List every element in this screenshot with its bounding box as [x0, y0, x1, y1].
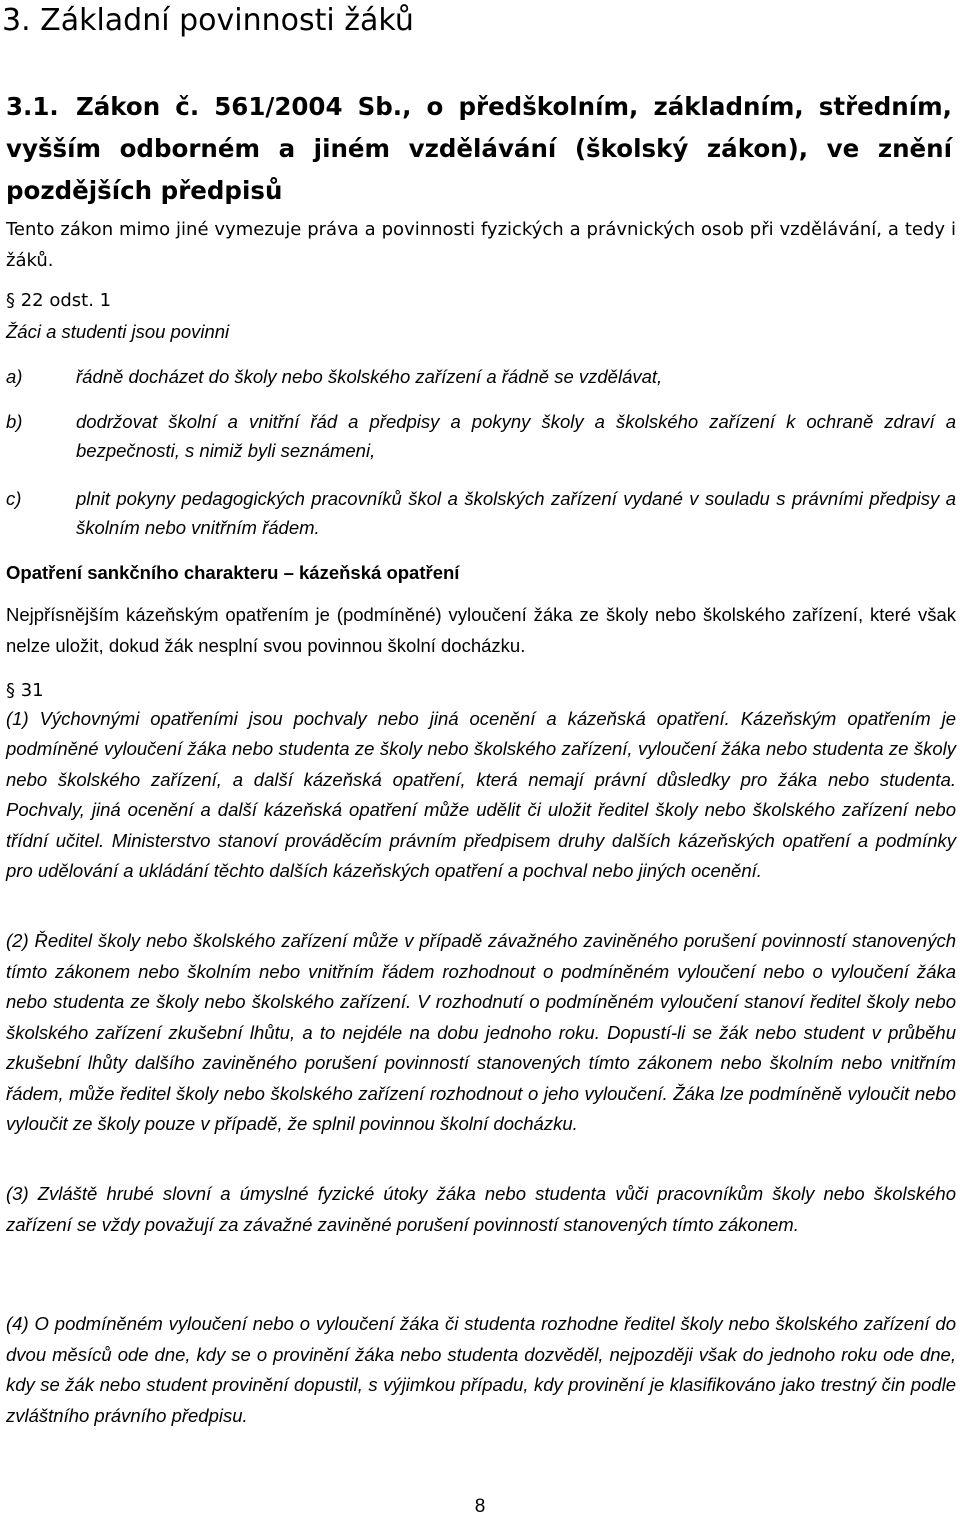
law-title: Zákon č. 561/2004 Sb., o předškolním, základním, středním, vyšším odborném a jiném vzdělávání (školský zákon), ve znění pozdějších předpisů: [6, 92, 952, 205]
paragraph-2: (2) Ředitel školy nebo školského zařízení může v případě závažného zaviněného porušení povinností stanovených tímto zákonem nebo školním nebo vnitřním řádem rozhodnout o podmíněném vyloučení nebo o vyloučení žáka nebo studenta ze školy nebo školského zařízení. V rozhodnutí o podmíněném vyloučení stanoví ředitel školy nebo školského zařízení zkušební lhůtu, a to nejdéle na dobu jednoho roku. Dopustí-li se žák nebo student v průběhu zkušební lhůty dalšího zaviněného porušení povinností stanovených tímto zákonem nebo školním nebo vnitřním řádem, může ředitel školy nebo školského zařízení rozhodnout o jeho vyloučení. Žáka lze podmíněně vyloučit nebo vyloučit ze školy pouze v případě, že splnil povinnou školní docházku.: [6, 930, 956, 1134]
paragraph-3: (3) Zvláště hrubé slovní a úmyslné fyzické útoky žáka nebo studenta vůči pracovníkům školy nebo školského zařízení se vždy považují za závažné zaviněné porušení povinností stanovených tímto zákonem.: [6, 1183, 956, 1235]
section-22-ref: § 22 odst. 1: [6, 290, 112, 311]
list-item-text: řádně docházet do školy nebo školského zařízení a řádně se vzdělávat,: [76, 366, 663, 387]
list-item-label: a): [6, 366, 23, 387]
list-item-text: plnit pokyny pedagogických pracovníků škol a školských zařízení vydané v souladu s právními předpisy a školním nebo vnitřním řádem.: [76, 488, 956, 538]
duties-lead: Žáci a studenti jsou povinni: [6, 321, 230, 342]
list-item: [6, 484, 956, 542]
list-item-label: c): [6, 488, 22, 509]
paragraph-4: (4) O podmíněném vyloučení nebo o vyloučení žáka či studenta rozhodne ředitel školy nebo školského zařízení do dvou měsíců ode dne, kdy se o provinění žáka nebo studenta dozvěděl, nejpozději však do jednoho roku ode dne, kdy se žák nebo student provinění dopustil, s výjimkou případu, kdy provinění je klasifikováno jako trestný čin podle zvláštního právního předpisu.: [6, 1313, 956, 1426]
law-heading: [6, 86, 952, 212]
law-number: 3.1.: [6, 92, 59, 121]
sanctions-heading: Opatření sankčního charakteru – kázeňská opatření: [6, 562, 460, 583]
paragraph-1: (1) Výchovnými opatřeními jsou pochvaly nebo jiná ocenění a kázeňská opatření. Kázeňským opatřením je podmíněné vyloučení žáka nebo studenta ze školy nebo školského zařízení, vyloučení žáka nebo studenta ze školy nebo školského zařízení, a další kázeňská opatření, která nemají právní důsledky pro žáka nebo studenta. Pochvaly, jiná ocenění a další kázeňská opatření může udělit či uložit ředitel školy nebo školského zařízení nebo třídní učitel. Ministerstvo stanoví prováděcím právním předpisem druhy dalších kázeňských opatření a podmínky pro udělování a ukládání těchto dalších kázeňských opatření a pochval nebo jiných ocenění.: [6, 708, 956, 882]
list-item-text: dodržovat školní a vnitřní řád a předpisy a pokyny školy a školského zařízení k ochraně zdraví a bezpečnosti, s nimiž byli seznámeni,: [76, 411, 956, 461]
list-item-label: b): [6, 411, 23, 432]
sanctions-paragraph: Nejpřísnějším kázeňským opatřením je (podmíněné) vyloučení žáka ze školy nebo školského zařízení, které však nelze uložit, dokud žák nesplní svou povinnou školní docházku.: [6, 604, 956, 656]
page-number: 8: [474, 1496, 486, 1517]
list-item: [6, 362, 956, 391]
section-31-ref: § 31: [6, 680, 44, 701]
intro-paragraph: Tento zákon mimo jiné vymezuje práva a povinnosti fyzických a právnických osob při vzdělávání, a tedy i žáků.: [6, 219, 956, 271]
list-item: [6, 407, 956, 465]
chapter-heading: 3. Základní povinnosti žáků: [2, 3, 414, 38]
